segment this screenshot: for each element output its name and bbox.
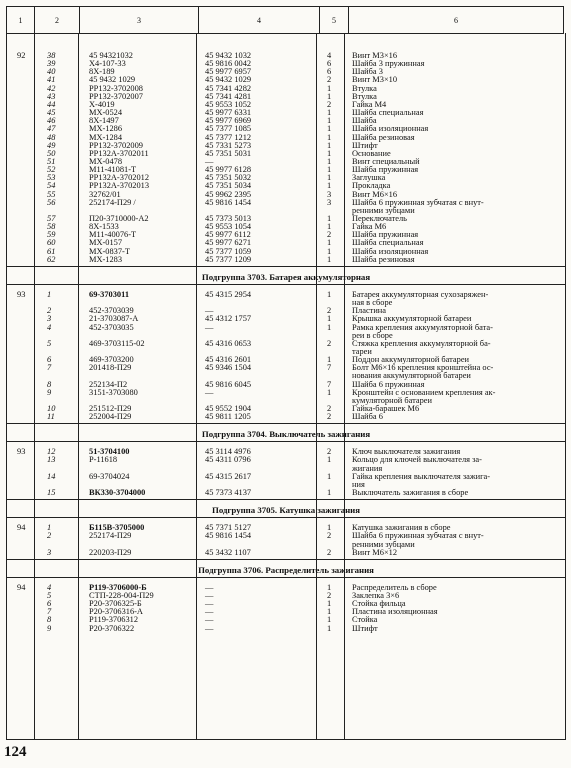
description-cell: Выключатель зажигания в сборе: [352, 488, 469, 498]
group-cell: 94: [17, 582, 26, 592]
description-cell: Втулка: [352, 91, 377, 101]
description-cell: Поддон аккумуляторной батареи: [352, 355, 470, 365]
quantity-cell: 2: [327, 306, 332, 316]
part-number-cell: 45 9977 6271: [205, 238, 252, 248]
part-number-cell: 45 7351 5031: [205, 148, 252, 158]
quantity-cell: 1: [327, 254, 332, 264]
catalog-number-cell: 69-3703011: [89, 289, 130, 299]
position-cell: 6: [47, 355, 52, 365]
catalog-number-cell: 21-3703087-А: [89, 314, 139, 324]
catalog-number-cell: 252134-П2: [89, 379, 128, 389]
description-cell: Переключатель: [352, 214, 407, 223]
catalog-number-cell: Р119-3706312: [89, 615, 139, 625]
part-number-cell: 45 7373 5013: [205, 214, 252, 223]
position-cell: 11: [47, 412, 55, 422]
catalog-number-cell: 8Х-189: [89, 67, 115, 77]
position-cell: 48: [47, 132, 56, 142]
catalog-number-cell: Б115В-3705000: [89, 523, 145, 533]
catalog-number-cell: МХ-0524: [89, 108, 123, 118]
catalog-number-cell: 8Х-1533: [89, 222, 119, 232]
catalog-number-cell: РР132А-3702012: [89, 173, 150, 183]
part-number-cell: 45 9977 6957: [205, 67, 252, 77]
part-number-cell: —: [205, 623, 214, 633]
description-cell: Шайба изоляционная: [352, 124, 429, 134]
position-cell: 49: [47, 140, 56, 150]
catalog-number-cell: М11-40076-Т: [89, 230, 137, 240]
column-header: 5: [320, 7, 349, 34]
quantity-cell: 1: [327, 471, 332, 481]
quantity-cell: 7: [327, 363, 332, 373]
part-number-cell: 45 9977 6331: [205, 108, 252, 118]
position-cell: 60: [47, 238, 56, 248]
part-number-cell: 45 9962 2395: [205, 189, 252, 199]
quantity-cell: 1: [327, 148, 332, 158]
description-cell: Кронштейн с основанием крепления ак-: [352, 387, 496, 397]
position-cell: 4: [47, 322, 52, 332]
position-cell: 5: [47, 338, 52, 348]
column-header-row: [6, 6, 564, 34]
section-divider: [7, 577, 565, 578]
group-cell: 93: [17, 289, 26, 299]
catalog-number-cell: 8Х-1497: [89, 116, 119, 126]
part-number-cell: 45 9552 1904: [205, 404, 252, 413]
position-cell: 6: [47, 599, 52, 609]
catalog-number-cell: РР132А-3702013: [89, 181, 150, 191]
quantity-cell: 1: [327, 355, 332, 365]
quantity-cell: 7: [327, 379, 332, 389]
description-cell: Штифт: [352, 623, 378, 633]
part-number-cell: 45 4316 0653: [205, 338, 252, 348]
subgroup-title: Подгруппа 3706. Распределитель зажигания: [198, 564, 374, 575]
position-cell: 51: [47, 156, 56, 166]
table-row: [7, 488, 565, 497]
description-cell: Шайба 6: [352, 412, 383, 422]
part-number-cell: 45 7377 1059: [205, 246, 252, 256]
part-number-cell: —: [205, 615, 214, 625]
column-header: 6: [349, 7, 564, 34]
description-cell: Кольцо для ключей выключателя за-: [352, 455, 482, 465]
group-cell: 94: [17, 523, 26, 533]
group-cell: 92: [17, 51, 26, 60]
quantity-cell: 1: [327, 314, 332, 324]
quantity-cell: 3: [327, 189, 332, 199]
catalog-number-cell: 452-3703039: [89, 306, 134, 316]
part-number-cell: 45 7351 5032: [205, 173, 252, 183]
description-cell: тареи: [352, 346, 372, 356]
catalog-number-cell: 469-3703200: [89, 355, 134, 365]
catalog-number-cell: РР132А-3702011: [89, 148, 149, 158]
part-number-cell: 45 7341 4281: [205, 91, 252, 101]
quantity-cell: 2: [327, 230, 332, 240]
description-cell: Втулка: [352, 83, 377, 93]
description-cell: Распределитель в сборе: [352, 582, 437, 592]
subgroup-title: Подгруппа 3704. Выключатель зажигания: [201, 429, 371, 440]
part-number-cell: 45 9553 1054: [205, 222, 252, 232]
description-cell: Винт М3×16: [352, 51, 398, 60]
position-cell: 46: [47, 116, 56, 126]
position-cell: 10: [47, 404, 56, 413]
description-cell: Катушка зажигания в сборе: [352, 523, 451, 533]
catalog-number-cell: Р20-3706322: [89, 623, 135, 633]
position-cell: 54: [47, 181, 56, 191]
position-cell: 41: [47, 75, 56, 85]
quantity-cell: 1: [327, 582, 332, 592]
part-number-cell: —: [205, 306, 214, 316]
description-cell: Штифт: [352, 140, 378, 150]
quantity-cell: 2: [327, 404, 332, 413]
quantity-cell: 1: [327, 165, 332, 175]
part-number-cell: 45 7373 4137: [205, 488, 252, 498]
part-number-cell: 45 3432 1107: [205, 547, 251, 557]
quantity-cell: 1: [327, 181, 332, 191]
quantity-cell: 2: [327, 531, 332, 541]
parts-table: [6, 33, 566, 740]
column-header: 1: [18, 15, 23, 25]
quantity-cell: 1: [327, 455, 332, 465]
quantity-cell: 1: [327, 140, 332, 150]
description-cell: Пластина изоляционная: [352, 607, 438, 617]
quantity-cell: 1: [327, 222, 332, 232]
part-number-cell: —: [205, 607, 214, 617]
catalog-number-cell: 252174-П29: [89, 531, 132, 541]
catalog-number-cell: МХ-1284: [89, 132, 123, 142]
catalog-number-cell: 252004-П29: [89, 412, 132, 422]
quantity-cell: 2: [327, 338, 332, 348]
description-cell: Шайба специальная: [352, 108, 424, 118]
quantity-cell: 2: [327, 547, 332, 557]
position-cell: 47: [47, 124, 56, 134]
part-number-cell: 45 9811 1205: [205, 412, 251, 422]
position-cell: 56: [47, 197, 56, 207]
catalog-number-cell: СТП-228-004-П29: [89, 590, 154, 600]
part-number-cell: 45 7351 5034: [205, 181, 252, 191]
catalog-number-cell: 45 9432 1029: [89, 75, 136, 85]
part-number-cell: 45 9346 1504: [205, 363, 252, 373]
position-cell: 2: [47, 306, 52, 316]
part-number-cell: 45 3114 4976: [205, 447, 251, 457]
part-number-cell: 45 4316 2601: [205, 355, 252, 365]
quantity-cell: 1: [327, 238, 332, 248]
description-cell: Винт М6×16: [352, 189, 398, 199]
position-cell: 8: [47, 615, 52, 625]
catalog-number-cell: П20-3710000-А2: [89, 214, 149, 223]
catalog-number-cell: 251512-П29: [89, 404, 132, 413]
position-cell: 5: [47, 590, 52, 600]
quantity-cell: 1: [327, 132, 332, 142]
column-header: 4: [199, 7, 320, 34]
part-number-cell: —: [205, 599, 214, 609]
catalog-number-cell: 45 94321032: [89, 51, 133, 60]
quantity-cell: 1: [327, 83, 332, 93]
part-number-cell: 45 4315 2954: [205, 289, 252, 299]
description-cell: Гайка М6: [352, 222, 387, 232]
part-number-cell: 45 7377 1085: [205, 124, 252, 134]
section-divider: [7, 499, 565, 500]
catalog-number-cell: Р119-3706000-Б: [89, 582, 147, 592]
quantity-cell: 1: [327, 523, 332, 533]
catalog-number-cell: Р20-3706316-А: [89, 607, 143, 617]
position-cell: 1: [47, 523, 52, 533]
description-cell: Винт М3×10: [352, 75, 398, 85]
position-cell: 45: [47, 108, 56, 118]
description-cell: реи в сборе: [352, 330, 393, 340]
description-cell: Шайба 3: [352, 67, 383, 77]
position-cell: 57: [47, 214, 56, 223]
position-cell: 9: [47, 387, 52, 397]
description-cell: Шайба 6 пружинная зубчатая с внут-: [352, 197, 484, 207]
position-cell: 14: [47, 471, 56, 481]
description-cell: Батарея аккумуляторная сухозаряжен-: [352, 289, 489, 299]
quantity-cell: 6: [327, 59, 332, 69]
part-number-cell: 45 9816 1454: [205, 531, 252, 541]
part-number-cell: 45 9977 6112: [205, 230, 251, 240]
part-number-cell: 45 9977 6969: [205, 116, 252, 126]
description-cell: Рамка крепления аккумуляторной бата-: [352, 322, 493, 332]
part-number-cell: 45 9816 6045: [205, 379, 252, 389]
position-cell: 12: [47, 447, 56, 457]
quantity-cell: 4: [327, 51, 332, 60]
position-cell: 2: [47, 531, 52, 541]
catalog-number-cell: Р20-3706325-Б: [89, 599, 142, 609]
subgroup-title: Подгруппа 3705. Катушка зажигания: [211, 505, 360, 516]
column-header: 3: [80, 7, 199, 34]
catalog-number-cell: 32762/01: [89, 189, 121, 199]
description-cell: ренними зубцами: [352, 539, 415, 549]
quantity-cell: 1: [327, 124, 332, 134]
quantity-cell: 2: [327, 590, 332, 600]
quantity-cell: 1: [327, 173, 332, 183]
position-cell: 7: [47, 363, 52, 373]
description-cell: Прокладка: [352, 181, 391, 191]
description-cell: Шайба пружинная: [352, 165, 419, 175]
description-cell: Шайба специальная: [352, 238, 424, 248]
table-row: [7, 412, 565, 421]
position-cell: 62: [47, 254, 56, 264]
position-cell: 9: [47, 623, 52, 633]
catalog-number-cell: 469-3703115-02: [89, 338, 145, 348]
part-number-cell: —: [205, 322, 214, 332]
position-cell: 42: [47, 83, 56, 93]
quantity-cell: 1: [327, 108, 332, 118]
part-number-cell: 45 7371 5127: [205, 523, 252, 533]
quantity-cell: 2: [327, 447, 332, 457]
description-cell: Шайба резиновая: [352, 254, 415, 264]
part-number-cell: 45 7377 1212: [205, 132, 252, 142]
description-cell: Шайба: [352, 116, 377, 126]
description-cell: Гайка М4: [352, 99, 387, 109]
position-cell: 1: [47, 289, 52, 299]
quantity-cell: 1: [327, 156, 332, 166]
catalog-number-cell: РР132-3702007: [89, 91, 143, 101]
description-cell: Шайба резиновая: [352, 132, 415, 142]
description-cell: ная в сборе: [352, 298, 393, 308]
catalog-number-cell: РР132-3702009: [89, 140, 143, 150]
catalog-number-cell: 452-3703035: [89, 322, 134, 332]
part-number-cell: 45 4315 2617: [205, 471, 252, 481]
quantity-cell: 1: [327, 599, 332, 609]
catalog-number-cell: МХ-1286: [89, 124, 123, 134]
catalog-number-cell: МХ-1283: [89, 254, 123, 264]
subgroup-title: Подгруппа 3703. Батарея аккумуляторная: [201, 271, 371, 282]
position-cell: 59: [47, 230, 56, 240]
description-cell: Основание: [352, 148, 391, 158]
quantity-cell: 2: [327, 99, 332, 109]
quantity-cell: 1: [327, 607, 332, 617]
catalog-number-cell: 220203-П29: [89, 547, 132, 557]
part-number-cell: 45 7377 1209: [205, 254, 252, 264]
catalog-number-cell: 201418-П29: [89, 363, 132, 373]
description-cell: Винт М6×12: [352, 547, 398, 557]
position-cell: 43: [47, 91, 56, 101]
position-cell: 7: [47, 607, 52, 617]
description-cell: жигания: [352, 463, 383, 473]
quantity-cell: 1: [327, 623, 332, 633]
catalog-number-cell: 69-3704024: [89, 471, 130, 481]
part-number-cell: 45 9816 0042: [205, 59, 252, 69]
table-row: [7, 548, 565, 557]
position-cell: 58: [47, 222, 56, 232]
catalog-number-cell: 51-3704100: [89, 447, 130, 457]
catalog-number-cell: РР132-3702008: [89, 83, 143, 93]
description-cell: Заклепка 3×6: [352, 590, 400, 600]
quantity-cell: 1: [327, 289, 332, 299]
part-number-cell: —: [205, 387, 214, 397]
description-cell: Стяжка крепления аккумуляторной ба-: [352, 338, 491, 348]
description-cell: ния: [352, 479, 365, 489]
position-cell: 38: [47, 51, 56, 60]
part-number-cell: 45 7341 4282: [205, 83, 252, 93]
part-number-cell: —: [205, 156, 214, 166]
description-cell: ренними зубцами: [352, 205, 415, 215]
catalog-number-cell: М11-41081-Т: [89, 165, 137, 175]
page-number: 124: [4, 744, 27, 760]
section-divider: [7, 423, 565, 424]
position-cell: 3: [47, 314, 52, 324]
position-cell: 55: [47, 189, 56, 199]
catalog-number-cell: Х4-107-33: [89, 59, 126, 69]
position-cell: 53: [47, 173, 56, 183]
part-number-cell: 45 9432 1032: [205, 51, 252, 60]
part-number-cell: 45 4311 0796: [205, 455, 251, 465]
description-cell: Болт М6×16 крепления кронштейна ос-: [352, 363, 494, 373]
description-cell: Шайба 6 пружинная: [352, 379, 425, 389]
catalog-number-cell: 252174-П29 /: [89, 197, 136, 207]
catalog-number-cell: ВК330-3704000: [89, 488, 146, 498]
part-number-cell: 45 9432 1029: [205, 75, 252, 85]
description-cell: нования аккумуляторной батареи: [352, 371, 471, 381]
part-number-cell: 45 4312 1757: [205, 314, 252, 324]
description-cell: Пластина: [352, 306, 387, 316]
quantity-cell: 1: [327, 488, 332, 498]
part-number-cell: —: [205, 590, 214, 600]
table-row: [7, 255, 565, 264]
section-divider: [7, 559, 565, 560]
catalog-number-cell: Х-4019: [89, 99, 115, 109]
section-divider: [7, 284, 565, 285]
part-number-cell: 45 9553 1052: [205, 99, 252, 109]
table-row: [7, 624, 565, 633]
catalog-number-cell: МХ-0837-Т: [89, 246, 130, 256]
description-cell: Гайка-барашек М6: [352, 404, 420, 413]
position-cell: 52: [47, 165, 56, 175]
quantity-cell: 2: [327, 412, 332, 422]
position-cell: 15: [47, 488, 56, 498]
description-cell: Крышка аккумуляторной батареи: [352, 314, 472, 324]
quantity-cell: 1: [327, 387, 332, 397]
description-cell: Заглушка: [352, 173, 386, 183]
part-number-cell: 45 9977 6128: [205, 165, 252, 175]
position-cell: 13: [47, 455, 56, 465]
description-cell: Гайка крепления выключателя зажига-: [352, 471, 491, 481]
section-divider: [7, 266, 565, 267]
quantity-cell: 1: [327, 91, 332, 101]
quantity-cell: 1: [327, 214, 332, 223]
position-cell: 44: [47, 99, 56, 109]
description-cell: Шайба 3 пружинная: [352, 59, 425, 69]
column-header: 2: [35, 7, 80, 34]
quantity-cell: 1: [327, 322, 332, 332]
catalog-number-cell: 3151-3703080: [89, 387, 138, 397]
group-cell: 93: [17, 447, 26, 457]
description-cell: Стойка фильца: [352, 599, 406, 609]
part-number-cell: —: [205, 582, 214, 592]
quantity-cell: 1: [327, 246, 332, 256]
section-divider: [7, 517, 565, 518]
description-cell: Стойка: [352, 615, 378, 625]
description-cell: кумуляторной батареи: [352, 395, 432, 405]
catalog-number-cell: МХ-0478: [89, 156, 123, 166]
quantity-cell: 3: [327, 197, 332, 207]
quantity-cell: 1: [327, 116, 332, 126]
description-cell: Шайба пружинная: [352, 230, 419, 240]
position-cell: 61: [47, 246, 56, 256]
position-cell: 4: [47, 582, 52, 592]
quantity-cell: 2: [327, 75, 332, 85]
quantity-cell: 1: [327, 615, 332, 625]
description-cell: Шайба 6 пружинная зубчатая с внут-: [352, 531, 484, 541]
part-number-cell: 45 9816 1454: [205, 197, 252, 207]
position-cell: 39: [47, 59, 56, 69]
section-divider: [7, 441, 565, 442]
position-cell: 40: [47, 67, 56, 77]
part-number-cell: 45 7331 5273: [205, 140, 252, 150]
quantity-cell: 6: [327, 67, 332, 77]
description-cell: Ключ выключателя зажигания: [352, 447, 461, 457]
catalog-number-cell: Р-11618: [89, 455, 118, 465]
description-cell: Шайба изоляционная: [352, 246, 429, 256]
position-cell: 50: [47, 148, 56, 158]
position-cell: 8: [47, 379, 52, 389]
position-cell: 3: [47, 547, 52, 557]
description-cell: Винт специальный: [352, 156, 420, 166]
catalog-number-cell: МХ-0157: [89, 238, 123, 248]
